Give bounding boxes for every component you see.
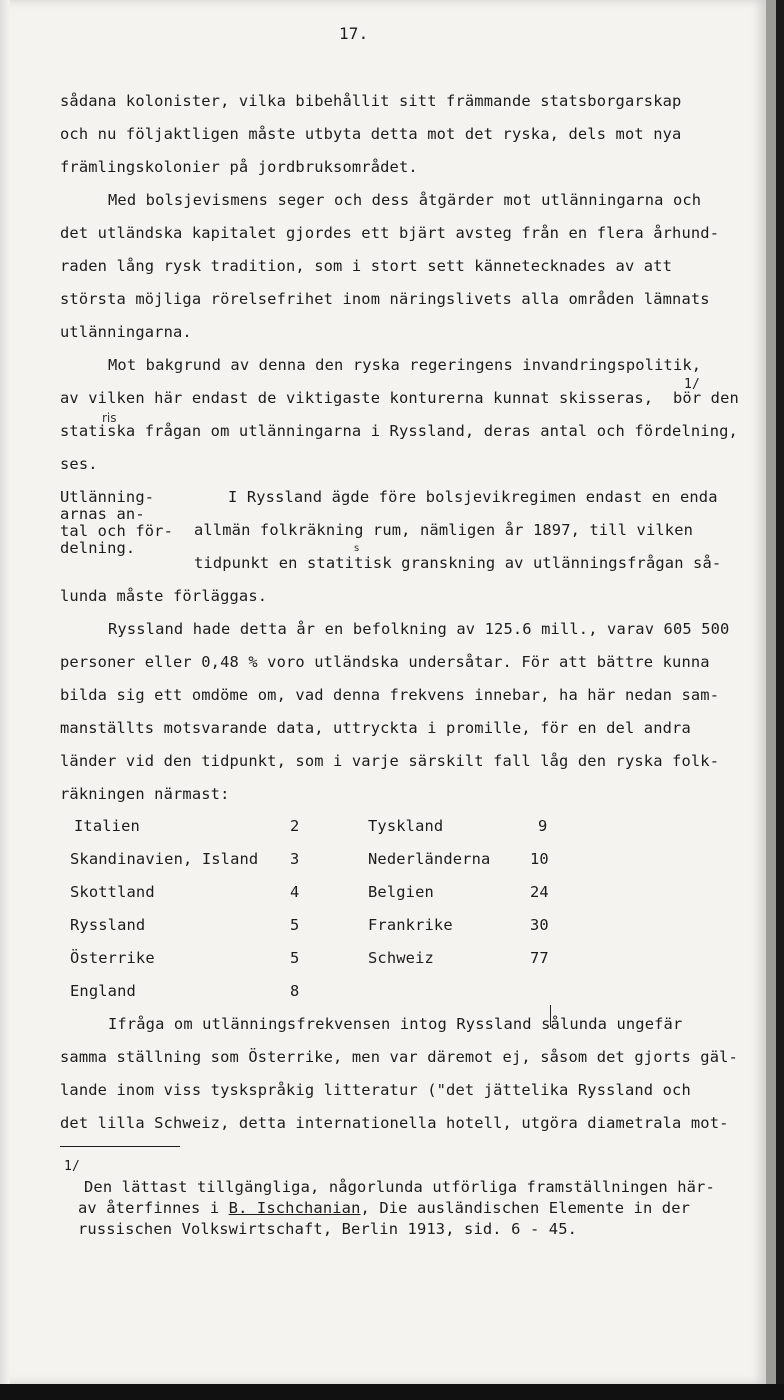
table-value: 5	[290, 949, 300, 967]
body-line: lunda måste förläggas.	[60, 587, 268, 605]
table-country: Frankrike	[368, 916, 453, 934]
table-country: Belgien	[368, 883, 434, 901]
footnote-line: Den lättast tillgängliga, någorlunda utförliga framställningen här-	[84, 1178, 715, 1196]
body-line: raden lång rysk tradition, som i stort sett kännetecknades av att	[60, 257, 673, 275]
body-line: bör den	[673, 389, 739, 407]
table-value: 4	[290, 883, 300, 901]
body-line: I Ryssland ägde före bolsjevikregimen endast en enda	[228, 488, 718, 506]
table-value: 10	[530, 850, 549, 868]
table-country: Skottland	[70, 883, 155, 901]
margin-note-line: tal och för-	[60, 522, 173, 540]
table-value: 3	[290, 850, 300, 868]
scan-border	[0, 1384, 784, 1400]
table-country: Italien	[74, 817, 140, 835]
table-country: Tyskland	[368, 817, 444, 835]
body-line: allmän folkräkning rum, nämligen år 1897, till vilken	[194, 521, 694, 539]
body-line: ses.	[60, 455, 98, 473]
body-line: sådana kolonister, vilka bibehållit sitt främmande statsborgarskap	[60, 92, 682, 110]
table-country: England	[70, 982, 136, 1000]
table-value: 30	[530, 916, 549, 934]
table-country: Ryssland	[70, 916, 146, 934]
body-line: största möjliga rörelsefrihet inom näringslivets alla områden lämnats	[60, 290, 710, 308]
footnote-line: russischen Volkswirtschaft, Berlin 1913, sid. 6 - 45.	[78, 1220, 578, 1238]
body-line: statiska frågan om utlänningarna i Ryssland, deras antal och fördelning,	[60, 422, 738, 440]
body-line: det utländska kapitalet gjordes ett bjärt avsteg från en flera århund-	[60, 224, 720, 242]
body-line: länder vid den tidpunkt, som i varje särskilt fall låg den ryska folk-	[60, 752, 720, 770]
handwritten-correction: ris	[102, 411, 117, 425]
page-number: 17.	[339, 24, 369, 43]
body-line: Mot bakgrund av denna den ryska regeringens invandringspolitik,	[108, 356, 702, 374]
body-line: och nu följaktligen måste utbyta detta mot det ryska, dels mot nya	[60, 125, 682, 143]
body-line: manställts motsvarande data, uttryckta i promille, för en del andra	[60, 719, 691, 737]
table-value: 8	[290, 982, 300, 1000]
body-line: samma ställning som Österrike, men var däremot ej, såsom det gjorts gäl-	[60, 1048, 738, 1066]
body-line: lande inom viss tyskspråkig litteratur ("det jättelika Ryssland och	[60, 1081, 691, 1099]
body-line: Ryssland hade detta år en befolkning av 125.6 mill., varav 605 500	[108, 620, 730, 638]
margin-note-line: delning.	[60, 539, 136, 557]
body-line: utlänningarna.	[60, 323, 192, 341]
table-value: 24	[530, 883, 549, 901]
table-value: 5	[290, 916, 300, 934]
body-line: räkningen närmast:	[60, 785, 230, 803]
table-country: Skandinavien, Island	[70, 850, 259, 868]
table-value: 2	[290, 817, 300, 835]
margin-note-line: arnas an-	[60, 505, 145, 523]
footnote-reference: 1/	[684, 377, 700, 392]
body-line: Med bolsjevismens seger och dess åtgärder mot utlänningarna och	[108, 191, 702, 209]
footnote-rule	[60, 1146, 180, 1147]
table-value: 77	[530, 949, 549, 967]
body-line: bilda sig ett omdöme om, vad denna frekvens innebar, ha här nedan sam-	[60, 686, 720, 704]
table-country: Österrike	[70, 949, 155, 967]
body-line: av vilken här endast de viktigaste konturerna kunnat skisseras,	[60, 389, 654, 407]
table-country: Nederländerna	[368, 850, 491, 868]
body-line: tidpunkt en statitisk granskning av utlänningsfrågan så-	[194, 554, 722, 572]
body-line: personer eller 0,48 % voro utländska undersåtar. För att bättre kunna	[60, 653, 710, 671]
margin-note-line: Utlänning-	[60, 488, 155, 506]
insert-mark: s	[354, 543, 360, 554]
body-line: det lilla Schweiz, detta internationella hotell, utgöra diametrala mot-	[60, 1114, 729, 1132]
table-value: 9	[538, 817, 548, 835]
page-left-edge	[0, 0, 10, 1384]
footnote-line: av återfinnes i B. Ischchanian, Die ausländischen Elemente in der	[78, 1199, 691, 1217]
table-country: Schweiz	[368, 949, 434, 967]
body-line: främlingskolonier på jordbruksområdet.	[60, 158, 418, 176]
footnote-marker: 1/	[64, 1159, 80, 1174]
body-line: Ifråga om utlänningsfrekvensen intog Ryssland sålunda ungefär	[108, 1015, 683, 1033]
